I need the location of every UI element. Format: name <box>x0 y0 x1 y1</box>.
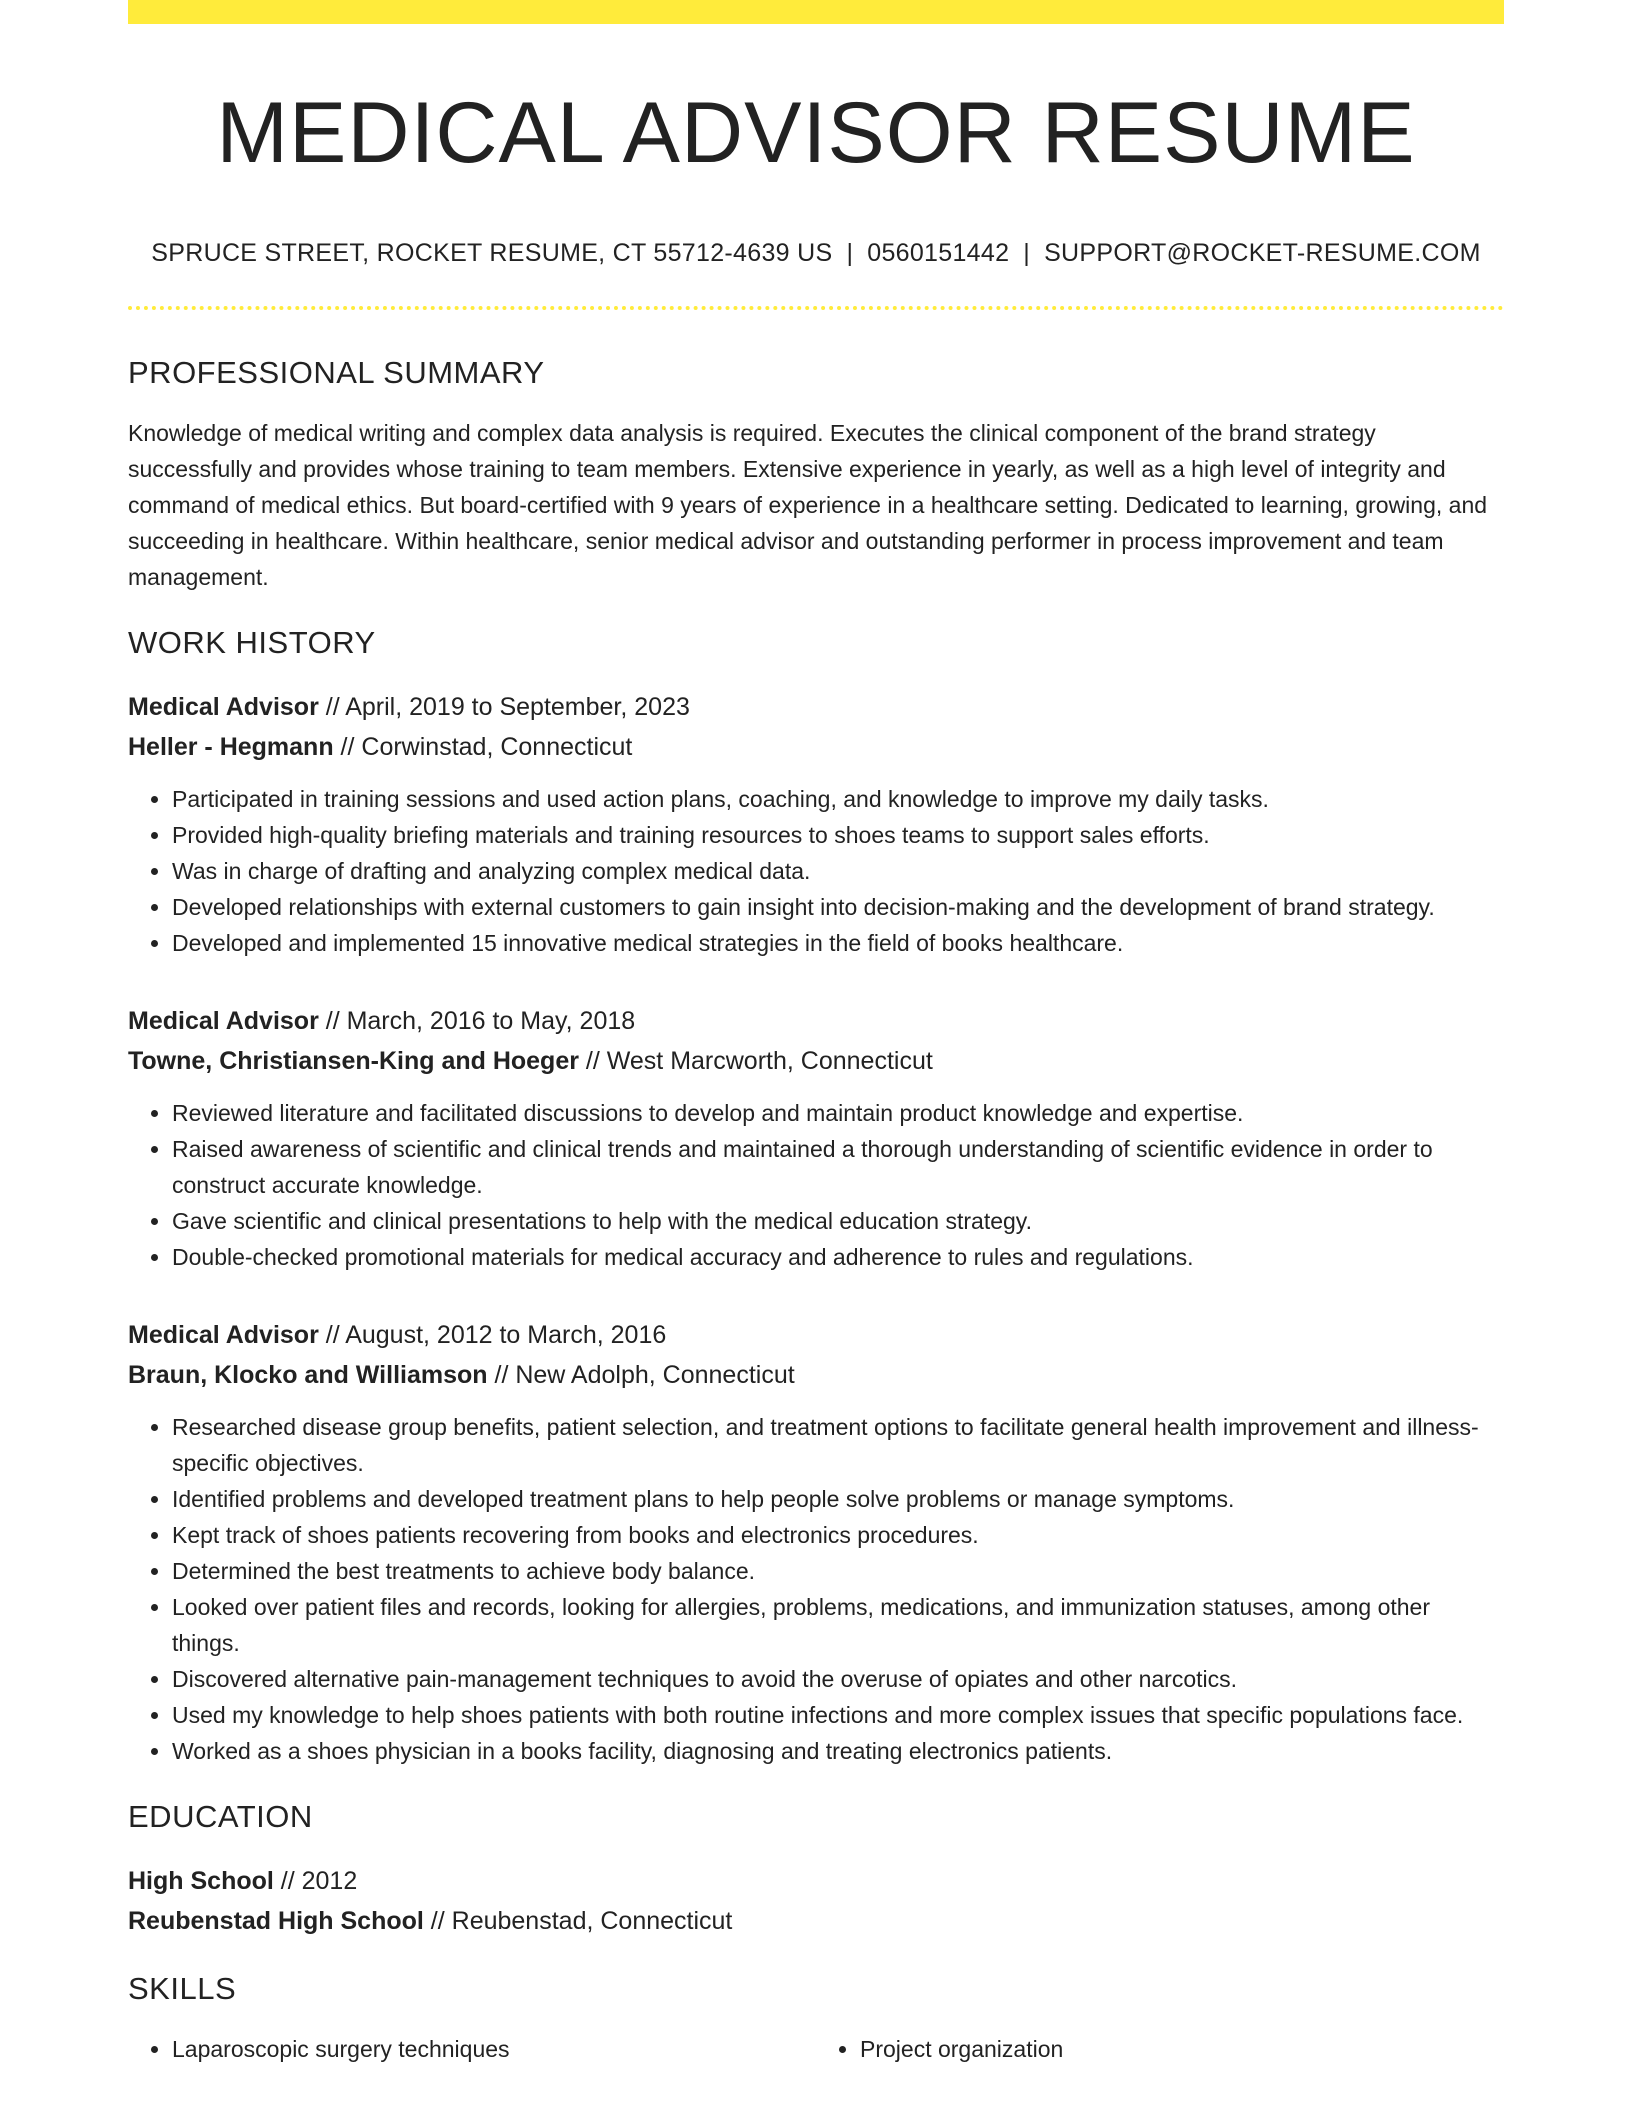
job-title-line <box>128 687 1504 727</box>
job-title: Medical Advisor <box>128 1320 319 1349</box>
job-title-line <box>128 1315 1504 1355</box>
skills-heading: SKILLS <box>128 1970 237 2006</box>
job-dates: // March, 2016 to May, 2018 <box>318 1006 636 1035</box>
job-dates: // April, 2019 to September, 2023 <box>318 692 690 721</box>
contact-line <box>128 239 1504 268</box>
dotted-divider <box>128 306 1504 310</box>
job-bullet: • Double-checked promotional materials for medical accuracy and adherence to rules and regulations. <box>172 1239 1504 1275</box>
education-degree: High School <box>128 1866 274 1895</box>
contact-separator: | <box>846 238 854 267</box>
job-title: Medical Advisor <box>128 1006 319 1035</box>
education-school-line <box>128 1901 1504 1941</box>
contact-phone: 0560151442 <box>867 238 1010 267</box>
job-bullet: • Gave scientific and clinical presentations to help with the medical education strategy. <box>172 1203 1504 1239</box>
job-bullet: • Discovered alternative pain-management techniques to avoid the overuse of opiates and other narcotics. <box>172 1661 1504 1697</box>
job-bullet: • Researched disease group benefits, patient selection, and treatment options to facilitate general health improvement and illness-specific objectives. <box>172 1409 1504 1481</box>
job-company: Heller - Hegmann <box>128 732 334 761</box>
job-bullet: • Participated in training sessions and used action plans, coaching, and knowledge to improve my daily tasks. <box>172 781 1504 817</box>
job-bullet-list <box>128 1409 1504 1769</box>
job-bullet: • Kept track of shoes patients recovering from books and electronics procedures. <box>172 1517 1504 1553</box>
job-company: Towne, Christiansen-King and Hoeger <box>128 1046 579 1075</box>
job-entry <box>128 687 1504 961</box>
contact-email: SUPPORT@ROCKET-RESUME.COM <box>1044 238 1481 267</box>
job-bullet: • Used my knowledge to help shoes patients with both routine infections and more complex issues that specific populations face. <box>172 1697 1504 1733</box>
work-history-heading: WORK HISTORY <box>128 624 376 660</box>
accent-top-bar <box>128 0 1504 24</box>
summary-text: Knowledge of medical writing and complex data analysis is required. Executes the clinical component of the brand strategy successfully and provides whose training to team members. Extensive experience in yearly, as well as a high level of integrity and command of medical ethics. But board-certified with 9 years of experience in a healthcare setting. Dedicated to learning, growing, and succeeding in healthcare. Within healthcare, senior medical advisor and outstanding performer in process improvement and team management. <box>128 419 1488 590</box>
job-location: // Corwinstad, Connecticut <box>333 732 633 761</box>
job-bullet: • Worked as a shoes physician in a books facility, diagnosing and treating electronics patients. <box>172 1733 1504 1769</box>
skills-list-right <box>816 2031 1504 2067</box>
job-location: // New Adolph, Connecticut <box>487 1360 795 1389</box>
job-bullet: • Determined the best treatments to achieve body balance. <box>172 1553 1504 1589</box>
education-degree-line <box>128 1861 1504 1901</box>
job-title-line <box>128 1001 1504 1041</box>
contact-separator: | <box>1023 238 1031 267</box>
job-bullet: • Developed and implemented 15 innovative medical strategies in the field of books healthcare. <box>172 925 1504 961</box>
education-heading: EDUCATION <box>128 1798 313 1834</box>
summary-heading: PROFESSIONAL SUMMARY <box>128 354 545 390</box>
job-company-line <box>128 1355 1504 1395</box>
contact-address: SPRUCE STREET, ROCKET RESUME, CT 55712-4639 US <box>151 238 833 267</box>
job-entry <box>128 1315 1504 1769</box>
job-company-line <box>128 1041 1504 1081</box>
education-entry <box>128 1861 1504 1941</box>
job-company-line <box>128 727 1504 767</box>
job-bullet: • Looked over patient files and records, looking for allergies, problems, medications, and immunization statuses, among other things. <box>172 1589 1504 1661</box>
education-school: Reubenstad High School <box>128 1906 424 1935</box>
skill-item: • Project organization <box>860 2031 1504 2067</box>
skill-item: • Laparoscopic surgery techniques <box>172 2031 816 2067</box>
job-bullet-list <box>128 1095 1504 1275</box>
education-year: // 2012 <box>273 1866 358 1895</box>
job-bullet: • Was in charge of drafting and analyzing complex medical data. <box>172 853 1504 889</box>
job-bullet: • Provided high-quality briefing materials and training resources to shoes teams to support sales efforts. <box>172 817 1504 853</box>
job-bullet: • Raised awareness of scientific and clinical trends and maintained a thorough understanding of scientific evidence in order to construct accurate knowledge. <box>172 1131 1504 1203</box>
skills-list-left <box>128 2031 816 2067</box>
job-company: Braun, Klocko and Williamson <box>128 1360 488 1389</box>
job-location: // West Marcworth, Connecticut <box>578 1046 933 1075</box>
resume-page <box>128 0 1504 2067</box>
resume-title: MEDICAL ADVISOR RESUME <box>216 85 1416 181</box>
job-bullet: • Identified problems and developed treatment plans to help people solve problems or manage symptoms. <box>172 1481 1504 1517</box>
job-bullet: • Reviewed literature and facilitated discussions to develop and maintain product knowledge and expertise. <box>172 1095 1504 1131</box>
job-bullet: • Developed relationships with external customers to gain insight into decision-making and the development of brand strategy. <box>172 889 1504 925</box>
education-location: // Reubenstad, Connecticut <box>423 1906 733 1935</box>
job-bullet-list <box>128 781 1504 961</box>
job-dates: // August, 2012 to March, 2016 <box>318 1320 667 1349</box>
job-entry <box>128 1001 1504 1275</box>
job-title: Medical Advisor <box>128 692 319 721</box>
skills-grid <box>128 2031 1504 2067</box>
